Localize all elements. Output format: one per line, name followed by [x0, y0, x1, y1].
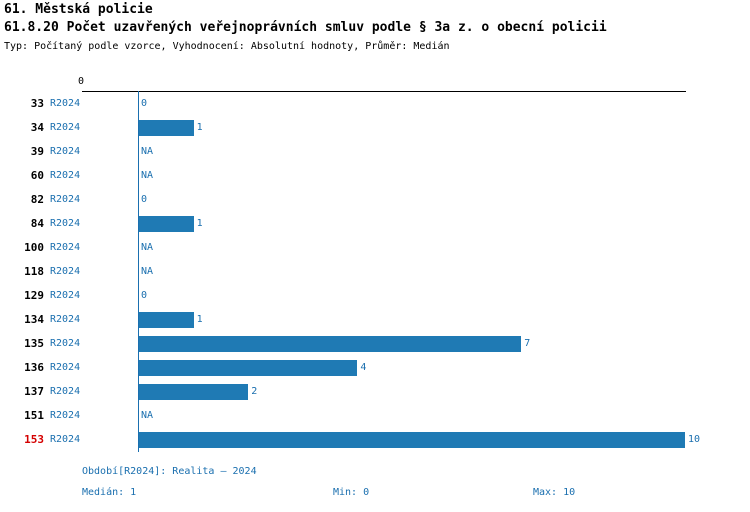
bar-row	[0, 140, 750, 164]
bar-row	[0, 116, 750, 140]
bar-row	[0, 260, 750, 284]
bar-value-label: NA	[141, 170, 154, 181]
row-period-label: R2024	[50, 410, 81, 421]
bar-value-label: 0	[141, 98, 148, 109]
row-category-label: 100	[24, 241, 44, 254]
bar-row	[0, 212, 750, 236]
bar	[139, 432, 685, 448]
stat-min: Min: 0	[333, 487, 370, 498]
row-period-label: R2024	[50, 362, 81, 373]
stat-max: Max: 10	[533, 487, 576, 498]
bar	[139, 384, 248, 400]
row-category-label: 129	[24, 289, 44, 302]
row-category-label: 134	[24, 313, 44, 326]
chart-subtitle: Typ: Počítaný podle vzorce, Vyhodnocení: Absolutní hodnoty, Průměr: Medián	[4, 41, 450, 52]
bar-row	[0, 356, 750, 380]
bar-row	[0, 380, 750, 404]
bar-row	[0, 428, 750, 452]
row-period-label: R2024	[50, 146, 81, 157]
row-category-label: 118	[24, 265, 44, 278]
legend-period: Období[R2024]: Realita – 2024	[82, 466, 257, 477]
row-period-label: R2024	[50, 194, 81, 205]
bar	[139, 120, 194, 136]
row-category-label: 136	[24, 361, 44, 374]
bar-value-label: 1	[196, 122, 203, 133]
bar-row	[0, 92, 750, 116]
row-period-label: R2024	[50, 266, 81, 277]
bar	[139, 312, 194, 328]
stat-median: Medián: 1	[82, 487, 137, 498]
bar-value-label: 4	[360, 362, 367, 373]
bar-value-label: 7	[524, 338, 531, 349]
row-period-label: R2024	[50, 170, 81, 181]
x-axis-tick-zero: 0	[78, 76, 85, 87]
row-category-label: 60	[30, 169, 44, 182]
bar-value-label: 1	[196, 314, 203, 325]
row-period-label: R2024	[50, 122, 81, 133]
bar-row	[0, 308, 750, 332]
bar-value-label: 1	[196, 218, 203, 229]
bar-row	[0, 332, 750, 356]
bar-value-label: NA	[141, 266, 154, 277]
row-period-label: R2024	[50, 98, 81, 109]
bar-row	[0, 164, 750, 188]
bar-value-label: NA	[141, 410, 154, 421]
bar-row	[0, 284, 750, 308]
row-category-label: 82	[30, 193, 44, 206]
bar-value-label: 10	[688, 434, 701, 445]
row-category-label: 135	[24, 337, 44, 350]
bar-value-label: NA	[141, 242, 154, 253]
row-period-label: R2024	[50, 386, 81, 397]
chart-title: 61.8.20 Počet uzavřených veřejnoprávních smluv podle § 3a z. o obecní policii	[4, 20, 607, 35]
row-category-label: 33	[30, 97, 44, 110]
bar	[139, 216, 194, 232]
bar	[139, 336, 521, 352]
bar-value-label: 0	[141, 290, 148, 301]
row-period-label: R2024	[50, 290, 81, 301]
row-category-label: 151	[24, 409, 44, 422]
page-title: 61. Městská policie	[4, 2, 153, 17]
row-category-label: 137	[24, 385, 44, 398]
row-category-label: 84	[30, 217, 44, 230]
bar-value-label: NA	[141, 146, 154, 157]
row-category-label: 39	[30, 145, 44, 158]
row-category-label: 153	[24, 433, 44, 446]
bar-value-label: 2	[251, 386, 258, 397]
row-period-label: R2024	[50, 434, 81, 445]
row-period-label: R2024	[50, 338, 81, 349]
row-period-label: R2024	[50, 314, 81, 325]
bar-value-label: 0	[141, 194, 148, 205]
row-period-label: R2024	[50, 242, 81, 253]
bar-row	[0, 236, 750, 260]
row-category-label: 34	[30, 121, 44, 134]
bar-row	[0, 404, 750, 428]
bar	[139, 360, 357, 376]
bar-row	[0, 188, 750, 212]
row-period-label: R2024	[50, 218, 81, 229]
